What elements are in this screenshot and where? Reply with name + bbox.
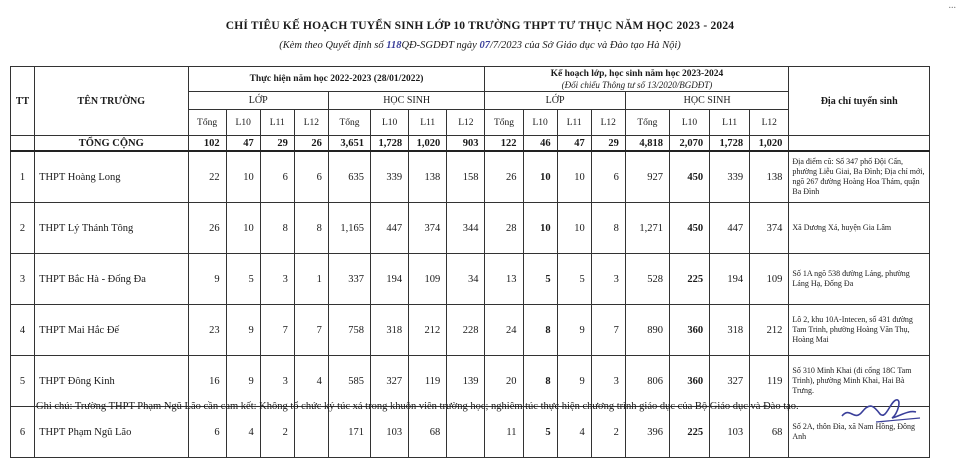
value-cell: 344 (447, 203, 485, 254)
total-value-cell: 3,651 (328, 136, 370, 152)
document-subtitle (0, 40, 960, 51)
value-cell: 339 (371, 151, 409, 203)
value-cell: 194 (371, 254, 409, 305)
value-cell: 11 (485, 407, 523, 458)
total-value-cell: 1,020 (409, 136, 447, 152)
table-row (11, 151, 930, 203)
value-cell: 5 (226, 254, 260, 305)
row-tt: 6 (11, 407, 35, 458)
value-cell: 5 (557, 254, 591, 305)
value-cell: 450 (669, 151, 709, 203)
total-value-cell: 4,818 (625, 136, 669, 152)
header-lop-2023: LỚP (485, 92, 625, 110)
subheader-cell: Tổng (625, 110, 669, 136)
subheader-cell: Tổng (188, 110, 226, 136)
value-cell: 9 (226, 356, 260, 407)
table-row (11, 356, 930, 407)
value-cell: 225 (669, 407, 709, 458)
subheader-cell: L11 (557, 110, 591, 136)
handwritten-decision-number: 118 (386, 40, 402, 51)
total-address-cell (789, 136, 930, 152)
address-cell: Số 310 Minh Khai (đi cổng 18C Tam Trinh), phường Minh Khai, Hai Bà Trưng. (789, 356, 930, 407)
value-cell: 1,271 (625, 203, 669, 254)
header-hocsinh-2022: HỌC SINH (328, 92, 485, 110)
value-cell: 318 (710, 305, 750, 356)
value-cell: 447 (371, 203, 409, 254)
value-cell: 447 (710, 203, 750, 254)
subtitle-middle: QĐ-SGDĐT ngày (401, 40, 477, 51)
row-tt: 2 (11, 203, 35, 254)
value-cell (447, 407, 485, 458)
value-cell: 7 (260, 305, 294, 356)
value-cell: 3 (260, 356, 294, 407)
subtitle-suffix: /7/2023 của Sở Giáo dục và Đào tạo Hà Nội) (489, 40, 681, 51)
school-name-cell: THPT Bắc Hà - Đống Đa (35, 254, 188, 305)
value-cell: 103 (371, 407, 409, 458)
value-cell: 6 (591, 151, 625, 203)
value-cell: 26 (485, 151, 523, 203)
value-cell: 9 (557, 356, 591, 407)
value-cell: 4 (226, 407, 260, 458)
value-cell: 109 (409, 254, 447, 305)
value-cell: 2 (591, 407, 625, 458)
value-cell: 327 (710, 356, 750, 407)
corner-mark: ... (948, 0, 956, 11)
subtitle-prefix: (Kèm theo Quyết định số (279, 40, 384, 51)
subheader-cell: L10 (226, 110, 260, 136)
total-label: TỔNG CỘNG (35, 136, 188, 152)
subheader-cell: L10 (669, 110, 709, 136)
value-cell: 6 (260, 151, 294, 203)
total-value-cell: 46 (523, 136, 557, 152)
value-cell: 10 (557, 151, 591, 203)
total-value-cell: 29 (591, 136, 625, 152)
value-cell: 22 (188, 151, 226, 203)
total-value-cell: 903 (447, 136, 485, 152)
value-cell: 6 (188, 407, 226, 458)
total-row (11, 136, 930, 152)
subheader-cell: L10 (523, 110, 557, 136)
value-cell: 528 (625, 254, 669, 305)
group-2023-note: (Đối chiếu Thông tư số 13/2020/BGDĐT) (561, 79, 713, 90)
school-name-cell: THPT Mai Hắc Đế (35, 305, 188, 356)
value-cell: 10 (226, 151, 260, 203)
school-name-cell: THPT Lý Thánh Tông (35, 203, 188, 254)
value-cell: 103 (710, 407, 750, 458)
value-cell: 109 (750, 254, 789, 305)
group-2022-title: Thực hiện năm học 2022-2023 (28/01/2022) (249, 74, 424, 84)
footer-note: Ghi chú: Trường THPT Phạm Ngũ Lão cần cam kết: Không tổ chức ký túc xá trong khuôn viên trường học; nghiêm túc thực hiện chương trình giáo dục của Bộ Giáo dục và Đào tạo. (36, 401, 799, 412)
value-cell: 450 (669, 203, 709, 254)
school-name-cell: THPT Đông Kinh (35, 356, 188, 407)
value-cell: 4 (294, 356, 328, 407)
subheader-cell: L11 (260, 110, 294, 136)
address-cell: Số 2A, thôn Đìa, xã Nam Hồng, Đông Anh (789, 407, 930, 458)
value-cell: 228 (447, 305, 485, 356)
group-2023-title: Kế hoạch lớp, học sinh năm học 2023-2024 (550, 68, 724, 79)
header-school-name: TÊN TRƯỜNG (35, 67, 188, 136)
value-cell: 24 (485, 305, 523, 356)
value-cell: 327 (371, 356, 409, 407)
header-tt: TT (11, 67, 35, 136)
subheader-cell: L12 (591, 110, 625, 136)
value-cell: 374 (750, 203, 789, 254)
value-cell: 5 (523, 407, 557, 458)
value-cell: 3 (591, 356, 625, 407)
table-row (11, 305, 930, 356)
value-cell: 68 (750, 407, 789, 458)
value-cell: 360 (669, 305, 709, 356)
value-cell: 10 (226, 203, 260, 254)
value-cell: 4 (557, 407, 591, 458)
value-cell: 9 (188, 254, 226, 305)
header-lop-2022: LỚP (188, 92, 328, 110)
value-cell: 8 (523, 356, 557, 407)
total-value-cell: 122 (485, 136, 523, 152)
table-row (11, 203, 930, 254)
value-cell: 360 (669, 356, 709, 407)
row-tt: 5 (11, 356, 35, 407)
value-cell: 6 (294, 151, 328, 203)
header-group-2022 (188, 67, 485, 92)
value-cell: 1 (294, 254, 328, 305)
total-value-cell: 1,728 (371, 136, 409, 152)
value-cell: 158 (447, 151, 485, 203)
value-cell: 5 (523, 254, 557, 305)
header-address: Địa chỉ tuyển sinh (789, 67, 930, 136)
value-cell: 890 (625, 305, 669, 356)
header-group-2023 (485, 67, 789, 92)
value-cell: 10 (557, 203, 591, 254)
value-cell (294, 407, 328, 458)
subheader-cell: L12 (447, 110, 485, 136)
value-cell: 8 (591, 203, 625, 254)
subheader-cell: Tổng (328, 110, 370, 136)
total-value-cell: 1,020 (750, 136, 789, 152)
school-name-cell: THPT Hoàng Long (35, 151, 188, 203)
value-cell: 225 (669, 254, 709, 305)
value-cell: 9 (226, 305, 260, 356)
value-cell: 119 (750, 356, 789, 407)
enrollment-table (10, 66, 930, 458)
total-value-cell: 102 (188, 136, 226, 152)
subheader-cell: L12 (294, 110, 328, 136)
address-cell: Địa điểm cũ: Số 347 phố Đội Cấn, phường Liễu Giai, Ba Đình; Địa chỉ mới, ngõ 267 đường Hoàng Hoa Thám, quận Ba Đình (789, 151, 930, 203)
document-title: CHỈ TIÊU KẾ HOẠCH TUYỂN SINH LỚP 10 TRƯỜNG THPT TƯ THỤC NĂM HỌC 2023 - 2024 (225, 20, 735, 32)
value-cell: 119 (409, 356, 447, 407)
value-cell: 138 (750, 151, 789, 203)
value-cell: 3 (591, 254, 625, 305)
value-cell: 1,165 (328, 203, 370, 254)
value-cell: 13 (485, 254, 523, 305)
value-cell: 23 (188, 305, 226, 356)
table-row (11, 407, 930, 458)
row-tt: 3 (11, 254, 35, 305)
value-cell: 139 (447, 356, 485, 407)
value-cell: 26 (188, 203, 226, 254)
address-cell: Số 1A ngõ 538 đường Láng, phường Láng Hạ, Đống Đa (789, 254, 930, 305)
total-value-cell: 2,070 (669, 136, 709, 152)
value-cell: 2 (260, 407, 294, 458)
signature-mark (836, 392, 926, 428)
handwritten-day: 07 (479, 40, 490, 51)
value-cell: 34 (447, 254, 485, 305)
total-value-cell: 26 (294, 136, 328, 152)
subheader-cell: L11 (710, 110, 750, 136)
subheader-cell: Tổng (485, 110, 523, 136)
value-cell: 806 (625, 356, 669, 407)
value-cell: 10 (523, 203, 557, 254)
subheader-cell: L12 (750, 110, 789, 136)
value-cell: 8 (523, 305, 557, 356)
value-cell: 8 (260, 203, 294, 254)
value-cell: 758 (328, 305, 370, 356)
address-cell: Xã Dương Xá, huyện Gia Lâm (789, 203, 930, 254)
value-cell: 10 (523, 151, 557, 203)
subheader-cell: L11 (409, 110, 447, 136)
value-cell: 20 (485, 356, 523, 407)
value-cell: 318 (371, 305, 409, 356)
row-tt: 1 (11, 151, 35, 203)
value-cell: 396 (625, 407, 669, 458)
value-cell: 171 (328, 407, 370, 458)
total-value-cell: 29 (260, 136, 294, 152)
table-row (11, 254, 930, 305)
total-value-cell: 1,728 (710, 136, 750, 152)
value-cell: 585 (328, 356, 370, 407)
total-tt (11, 136, 35, 152)
value-cell: 339 (710, 151, 750, 203)
value-cell: 374 (409, 203, 447, 254)
value-cell: 212 (750, 305, 789, 356)
address-cell: Lô 2, khu 10A-Intecen, số 431 đường Tam Trinh, phường Hoàng Văn Thụ, Hoàng Mai (789, 305, 930, 356)
total-value-cell: 47 (557, 136, 591, 152)
subheader-cell: L10 (371, 110, 409, 136)
value-cell: 927 (625, 151, 669, 203)
value-cell: 635 (328, 151, 370, 203)
value-cell: 9 (557, 305, 591, 356)
row-tt: 4 (11, 305, 35, 356)
value-cell: 7 (591, 305, 625, 356)
value-cell: 212 (409, 305, 447, 356)
value-cell: 7 (294, 305, 328, 356)
value-cell: 8 (294, 203, 328, 254)
school-name-cell: THPT Phạm Ngũ Lão (35, 407, 188, 458)
value-cell: 16 (188, 356, 226, 407)
value-cell: 337 (328, 254, 370, 305)
value-cell: 68 (409, 407, 447, 458)
value-cell: 138 (409, 151, 447, 203)
value-cell: 194 (710, 254, 750, 305)
value-cell: 28 (485, 203, 523, 254)
value-cell: 3 (260, 254, 294, 305)
total-value-cell: 47 (226, 136, 260, 152)
header-hocsinh-2023: HỌC SINH (625, 92, 789, 110)
